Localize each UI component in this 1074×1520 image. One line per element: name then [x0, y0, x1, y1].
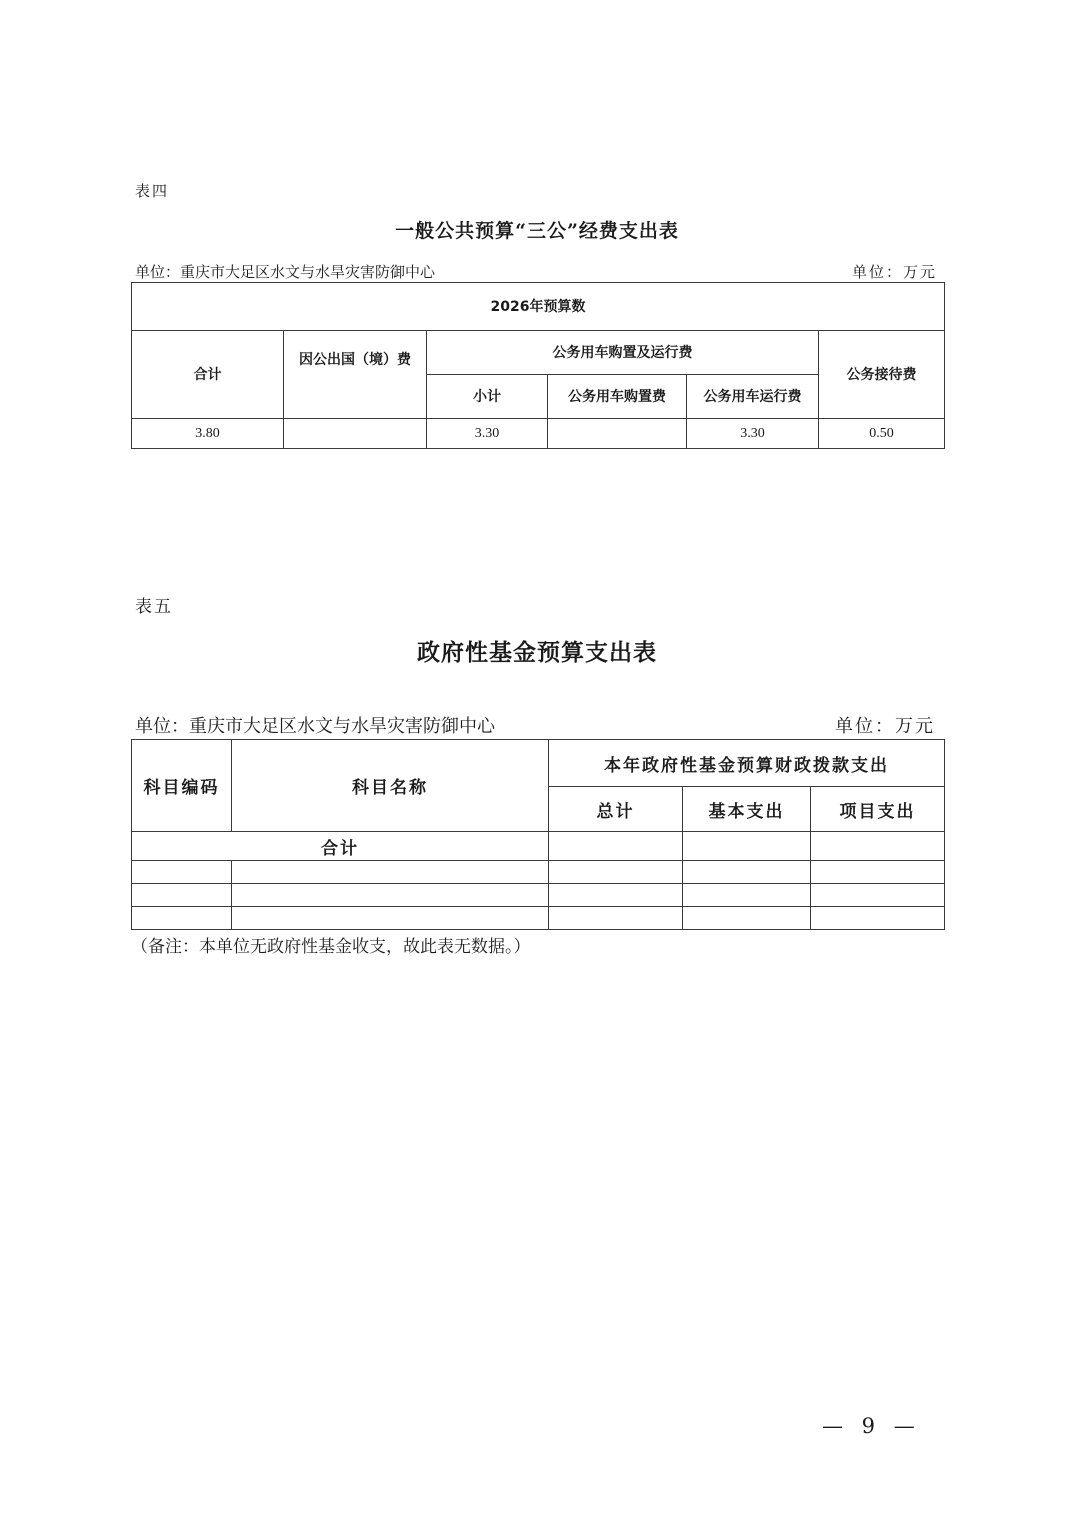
table5-cell: [232, 907, 549, 930]
table5-cell: [683, 832, 811, 861]
table5-cell: [683, 907, 811, 930]
table5-cell: [132, 861, 232, 884]
table4-col-vehicle-operation: 公务用车运行费: [687, 375, 819, 419]
table5-cell: [549, 832, 683, 861]
table4-unit-right: 单位：万元: [852, 263, 938, 281]
table5-cell: [132, 884, 232, 907]
page-number: — 9 —: [822, 1414, 921, 1438]
table5-note: （备注：本单位无政府性基金收支，故此表无数据。）: [131, 937, 531, 957]
table4-three-public-expenses: [131, 282, 945, 449]
table4-col-reception: 公务接待费: [819, 331, 945, 419]
table4-col-vehicle-group: 公务用车购置及运行费: [427, 331, 819, 375]
table4-col-total: 合计: [132, 331, 284, 419]
table5-col-name: 科目名称: [232, 740, 549, 832]
table5-cell: [549, 861, 683, 884]
table5-cell: [232, 884, 549, 907]
table5-cell: [811, 907, 945, 930]
table4-col-subtotal: 小计: [427, 375, 548, 419]
table-row: [132, 907, 945, 930]
table5-title: 政府性基金预算支出表: [417, 639, 657, 666]
table5-label: 表五: [135, 597, 173, 617]
table-row: [132, 861, 945, 884]
table4-cell-abroad: [284, 419, 427, 449]
table5-cell: [811, 884, 945, 907]
table4-header-budget-year: 2026年预算数: [132, 283, 945, 331]
table5-col-total: 总计: [549, 787, 683, 832]
table5-cell: [549, 884, 683, 907]
table5-col-basic: 基本支出: [683, 787, 811, 832]
table4-cell-reception: 0.50: [819, 419, 945, 449]
table4-col-abroad: 因公出国（境）费: [284, 331, 427, 419]
table4-col-vehicle-purchase: 公务用车购置费: [548, 375, 687, 419]
table5-cell: [549, 907, 683, 930]
table5-unit-left: 单位：重庆市大足区水文与水旱灾害防御中心: [135, 716, 495, 737]
table4-cell-vehicle-operation: 3.30: [687, 419, 819, 449]
table5-cell: [232, 861, 549, 884]
table5-cell: [811, 861, 945, 884]
table4-label: 表四: [135, 182, 170, 200]
table4-title: 一般公共预算“三公”经费支出表: [395, 220, 679, 242]
table5-col-project: 项目支出: [811, 787, 945, 832]
table4-unit-left: 单位：重庆市大足区水文与水旱灾害防御中心: [135, 263, 436, 281]
table5-cell: [683, 884, 811, 907]
table5-unit-right: 单位：万元: [835, 716, 935, 737]
table5-row-total-label: 合计: [132, 832, 549, 861]
table5-government-fund-expenses: [131, 739, 945, 930]
table4-cell-vehicle-purchase: [548, 419, 687, 449]
table5-cell: [811, 832, 945, 861]
table5-cell: [683, 861, 811, 884]
table4-cell-total: 3.80: [132, 419, 284, 449]
table5-col-code: 科目编码: [132, 740, 232, 832]
table5-col-group: 本年政府性基金预算财政拨款支出: [549, 740, 945, 787]
table-row: [132, 884, 945, 907]
table5-cell: [132, 907, 232, 930]
table4-cell-subtotal: 3.30: [427, 419, 548, 449]
